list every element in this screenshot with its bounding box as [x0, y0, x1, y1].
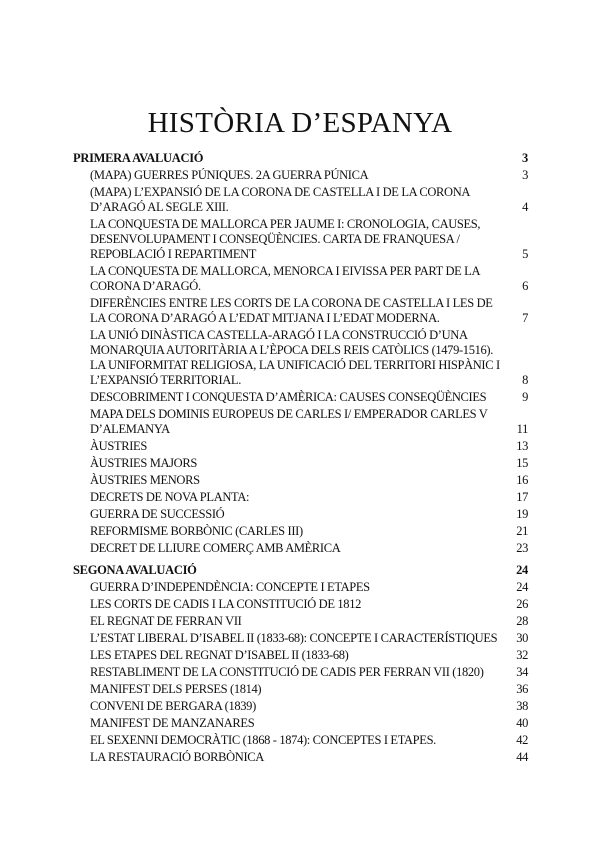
entry-page: 5 [522, 247, 528, 261]
entry-text: LES ETAPES DEL REGNAT D’ISABEL II (1833-68) [90, 648, 349, 662]
entry-page: 6 [522, 279, 528, 293]
section-page: 24 [516, 563, 528, 577]
entry-page: 23 [516, 541, 528, 555]
entry-text: LA CONQUESTA DE MALLORCA PER JAUME I: CRONOLOGIA, CAUSES, DESENVOLUPAMENT I CONSEQÜÈNCIES. CARTA DE FRANQUESA / REPOBLACIÓ I REPARTIMENT [90, 217, 481, 261]
entry-text: (MAPA) L’EXPANSIÓ DE LA CORONA DE CASTELLA I DE LA CORONA D’ARAGÓ AL SEGLE XIII. [90, 185, 470, 214]
entry-page: 24 [516, 580, 528, 594]
entry-page: 4 [522, 200, 528, 214]
entry-text: ÀUSTRIES MAJORS [90, 456, 197, 470]
entry-text: DECRETS DE NOVA PLANTA: [90, 490, 250, 504]
toc-entry[interactable] [73, 614, 528, 629]
entry-page: 7 [522, 311, 528, 325]
entry-page: 30 [516, 631, 528, 645]
entry-page: 21 [516, 524, 528, 538]
entry-text: MANIFEST DELS PERSES (1814) [90, 682, 262, 696]
toc-entry[interactable] [73, 407, 528, 437]
entry-text: EL SEXENNI DEMOCRÀTIC (1868 - 1874): CONCEPTES I ETAPES. [90, 733, 436, 747]
toc-entry[interactable] [73, 580, 528, 595]
toc-entry[interactable] [73, 185, 528, 215]
toc-entry[interactable] [73, 473, 528, 488]
toc-entry[interactable] [73, 390, 528, 405]
entry-text: GUERRA D’INDEPENDÈNCIA: CONCEPTE I ETAPES [90, 580, 370, 594]
toc-entry[interactable] [73, 665, 528, 680]
section-page: 3 [522, 151, 528, 165]
entry-text: L’ESTAT LIBERAL D’ISABEL II (1833-68): CONCEPTE I CARACTERÍSTIQUES [90, 631, 498, 645]
entry-page: 26 [516, 597, 528, 611]
toc-entry[interactable] [73, 597, 528, 612]
entry-text: MAPA DELS DOMINIS EUROPEUS DE CARLES I/ EMPERADOR CARLES V D’ALEMANYA [90, 407, 488, 436]
entry-page: 44 [516, 750, 528, 764]
entry-text: RESTABLIMENT DE LA CONSTITUCIÓ DE CADIS PER FERRAN VII (1820) [90, 665, 484, 679]
section-label: PRIMERA AVALUACIÓ [73, 151, 204, 165]
toc-section-primera-avaluacio[interactable] [73, 150, 528, 166]
toc-entry[interactable] [73, 648, 528, 663]
entry-text: ÀUSTRIES [90, 439, 147, 453]
toc-entry[interactable] [73, 541, 528, 556]
entry-text: GUERRA DE SUCCESSIÓ [90, 507, 225, 521]
entry-page: 15 [516, 456, 528, 470]
toc-entry[interactable] [73, 328, 528, 388]
entry-page: 17 [516, 490, 528, 504]
entry-text: LES CORTS DE CADIS I LA CONSTITUCIÓ DE 1812 [90, 597, 362, 611]
entry-page: 36 [516, 682, 528, 696]
entry-text: ÀUSTRIES MENORS [90, 473, 200, 487]
entry-text: DECRET DE LLIURE COMERÇ AMB AMÈRICA [90, 541, 341, 555]
entry-text: MANIFEST DE MANZANARES [90, 716, 255, 730]
toc-entry[interactable] [73, 507, 528, 522]
toc-entry[interactable] [73, 439, 528, 454]
entry-text: CONVENI DE BERGARA (1839) [90, 699, 256, 713]
entry-page: 28 [516, 614, 528, 628]
entry-text: LA CONQUESTA DE MALLORCA, MENORCA I EIVISSA PER PART DE LA CORONA D’ARAGÓ. [90, 264, 480, 293]
toc-entry[interactable] [73, 217, 528, 262]
entry-text: DESCOBRIMENT I CONQUESTA D’AMÈRICA: CAUSES CONSEQÜÈNCIES [90, 390, 487, 404]
entry-text: LA UNIÓ DINÀSTICA CASTELLA-ARAGÓ I LA CONSTRUCCIÓ D’UNA MONARQUIA AUTORITÀRIA A L’ÈPOCA DELS REIS CATÒLICS (1479-1516). LA UNIFORMITAT RELIGIOSA, LA UNIFICACIÓ DEL TERRITORI HISPÀNIC I L’EXPANSIÓ TERRITORIAL. [90, 328, 500, 387]
toc-entry[interactable] [73, 264, 528, 294]
entry-page: 11 [516, 422, 528, 436]
toc-entry[interactable] [73, 456, 528, 471]
entry-page: 42 [516, 733, 528, 747]
toc-entry[interactable] [73, 490, 528, 505]
document-title: HISTÒRIA D’ESPANYA [147, 107, 453, 140]
toc-entry[interactable] [73, 631, 528, 646]
toc-entry[interactable] [73, 733, 528, 748]
entry-page: 34 [516, 665, 528, 679]
toc-entry[interactable] [73, 682, 528, 697]
entry-page: 13 [516, 439, 528, 453]
entry-text: (MAPA) GUERRES PÚNIQUES. 2A GUERRA PÚNICA [90, 168, 369, 182]
entry-page: 38 [516, 699, 528, 713]
entry-text: LA RESTAURACIÓ BORBÒNICA [90, 750, 264, 764]
entry-page: 16 [516, 473, 528, 487]
toc-entry[interactable] [73, 716, 528, 731]
entry-text: DIFERÈNCIES ENTRE LES CORTS DE LA CORONA DE CASTELLA I LES DE LA CORONA D’ARAGÓ A L’EDAT MITJANA I L’EDAT MODERNA. [90, 296, 493, 325]
entry-text: REFORMISME BORBÒNIC (CARLES III) [90, 524, 303, 538]
toc-entry[interactable] [73, 524, 528, 539]
toc-entry[interactable] [73, 699, 528, 714]
section-label: SEGONA AVALUACIÓ [73, 563, 197, 577]
toc-entry[interactable] [73, 750, 528, 765]
toc-section-segona-avaluacio[interactable] [73, 562, 528, 578]
entry-page: 19 [516, 507, 528, 521]
entry-page: 9 [522, 390, 528, 404]
entry-text: EL REGNAT DE FERRAN VII [90, 614, 242, 628]
table-of-contents [73, 150, 528, 765]
entry-page: 8 [522, 373, 528, 387]
toc-entry[interactable] [73, 296, 528, 326]
entry-page: 32 [516, 648, 528, 662]
toc-entry[interactable] [73, 168, 528, 183]
entry-page: 3 [522, 168, 528, 182]
entry-page: 40 [516, 716, 528, 730]
